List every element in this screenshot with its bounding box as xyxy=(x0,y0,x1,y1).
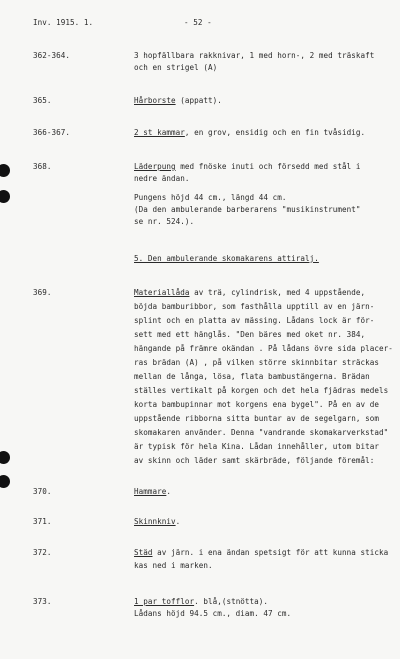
entry-number: 365. xyxy=(33,96,52,105)
entry-heading: Läderpung xyxy=(134,162,176,171)
entry-number: 371. xyxy=(33,517,52,526)
entry-text-line: ras brädan (A) , på vilken större skinnbitar sträckas xyxy=(134,358,379,367)
entry-heading-rest: av trä, cylindrisk, med 4 uppstående, xyxy=(189,288,366,297)
entry-number: 372. xyxy=(33,548,52,557)
punch-hole-1 xyxy=(0,164,10,177)
entry-text-line: mellan de långa, lösa, flata bambustängerna. Brädan xyxy=(134,372,370,381)
entry-text-line: nedre ändan. xyxy=(134,174,190,183)
entry-text-line: Pungens höjd 44 cm., längd 44 cm. xyxy=(134,193,287,202)
entry-text-line: skomakaren använder. Denna "vandrande skomakarverkstad" xyxy=(134,428,389,437)
section-heading: 5. Den ambulerande skomakarens attiralj. xyxy=(134,254,319,263)
entry-text-line: hängande på främre okändan . På lådans övre sida placer- xyxy=(134,344,393,353)
entry-text-line: korta bambupinnar mot korgens ena bygel". På en av de xyxy=(134,400,379,409)
entry-text-line: uppstående ribborna sitta buntar av de segelgarn, som xyxy=(134,414,379,423)
entry-text-line xyxy=(134,597,268,607)
entry-text-line: 3 hopfällbara rakknivar, 1 med horn-, 2 med träskaft xyxy=(134,51,375,60)
entry-number: 366-367. xyxy=(33,128,70,137)
entry-text-line xyxy=(134,548,388,558)
entry-heading-rest: med fnöske inuti och försedd med stål i xyxy=(175,162,361,171)
entry-heading: Hammare xyxy=(134,487,167,496)
entry-text-line xyxy=(134,487,171,497)
inventory-header: Inv. 1915. 1. xyxy=(33,18,94,27)
entry-heading-rest: . xyxy=(166,487,171,496)
entry-heading-rest: av järn. i ena ändan spetsigt för att kunna sticka xyxy=(152,548,389,557)
entry-number: 368. xyxy=(33,162,52,171)
entry-heading: 2 st kammar xyxy=(134,128,185,137)
entry-heading-rest: , en grov, ensidig och en fin tvåsidig. xyxy=(184,128,366,137)
entry-text-line: Lådans höjd 94.5 cm., diam. 47 cm. xyxy=(134,609,292,618)
entry-heading-rest: (appatt). xyxy=(175,96,222,105)
punch-hole-4 xyxy=(0,475,10,488)
entry-number: 369. xyxy=(33,288,52,297)
entry-text-line xyxy=(134,162,360,172)
entry-text-line: och en strigel (A) xyxy=(134,63,218,72)
entry-text-line: (Da den ambulerande barberarens "musikinstrument" xyxy=(134,205,361,214)
entry-heading: Skinnkniv xyxy=(134,517,176,526)
entry-number: 362-364. xyxy=(33,51,70,60)
entry-text-line: kas ned i marken. xyxy=(134,561,213,570)
entry-text-line xyxy=(134,96,222,106)
entry-text-line: splint och en platta av mässing. Lådans lock är för- xyxy=(134,316,375,325)
entry-text-line: böjda bamburibbor, som fasthålla upptill av en järn- xyxy=(134,302,375,311)
page-number: - 52 - xyxy=(184,18,212,27)
entry-heading-rest: . xyxy=(175,517,181,526)
entry-text-line: ställes vertikalt på korgen och det hela fjädras medels xyxy=(134,386,389,395)
punch-hole-3 xyxy=(0,451,10,464)
entry-heading: Materiallåda xyxy=(134,288,190,297)
entry-heading: Hårborste xyxy=(134,96,176,105)
entry-text-line xyxy=(134,288,365,298)
entry-text-line: se nr. 524.). xyxy=(134,217,195,226)
entry-text-line xyxy=(134,128,365,138)
entry-number: 373. xyxy=(33,597,52,606)
entry-heading: 1 par tofflor xyxy=(134,597,195,606)
entry-number: 370. xyxy=(33,487,52,496)
punch-hole-2 xyxy=(0,190,10,203)
entry-text-line: sett med ett hänglås. "Den bäres med oket nr. 384, xyxy=(134,330,366,339)
entry-text-line: av skinn och läder samt skärbräde, följande föremål: xyxy=(134,456,375,465)
entry-text-line: är typisk för hela Kina. Lådan innehåller, utom bitar xyxy=(134,442,379,451)
entry-heading: Städ xyxy=(134,548,153,557)
entry-heading-rest: . blå,(stnötta). xyxy=(194,597,269,606)
entry-text-line xyxy=(134,517,180,527)
